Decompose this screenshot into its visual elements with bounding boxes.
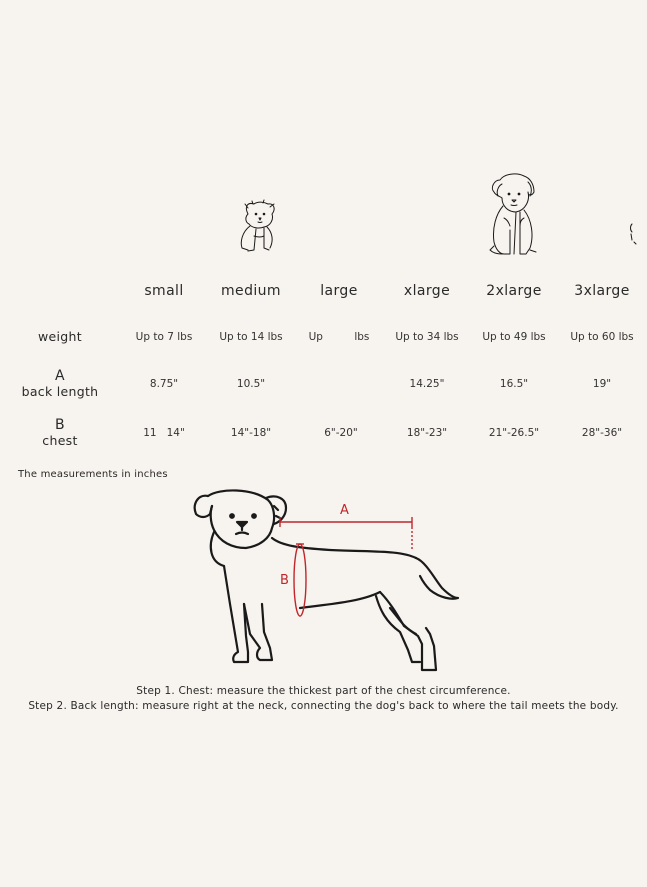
chest-cell: 11 14": [143, 427, 185, 439]
label-a: A: [340, 503, 349, 518]
back-length-cell: 16.5": [499, 378, 529, 390]
size-header-2xlarge: 2xlarge: [486, 283, 542, 299]
back-length-cell: 10.5": [236, 378, 266, 390]
label-b: B: [280, 573, 289, 588]
chest-cell: 14"-18": [230, 427, 272, 439]
row-label-chest: [42, 418, 77, 448]
step-2: Step 2. Back length: measure right at the neck, connecting the dog's back to where the tail meets the body.: [28, 700, 619, 712]
measurements-note: The measurements in inches: [18, 469, 168, 480]
size-header-xlarge: xlarge: [403, 283, 451, 299]
chest-letter: B: [55, 417, 65, 433]
back-length-cell: 19": [592, 378, 612, 390]
weight-cell: Up to 49 lbs: [482, 331, 546, 343]
row-label-weight: weight: [38, 329, 82, 344]
back-length-cell: 8.75": [149, 378, 179, 390]
size-header-3xlarge: 3xlarge: [574, 283, 630, 299]
weight-cell: Up to 34 lbs: [395, 331, 459, 343]
weight-cell: Up to 14 lbs: [219, 331, 283, 343]
weight-cell: Up to 60 lbs: [570, 331, 634, 343]
chest-label: chest: [42, 433, 78, 448]
size-header-small: small: [144, 283, 184, 299]
partial-dog-icon: [626, 220, 647, 250]
row-label-back-length: [22, 369, 99, 399]
step-1: Step 1. Chest: measure the thickest part of the chest circumference.: [136, 685, 511, 697]
back-length-cell: 14.25": [409, 378, 445, 390]
weight-cell: Up to 7 lbs: [135, 331, 193, 343]
size-header-medium: medium: [221, 283, 281, 299]
chest-cell: 18"-23": [406, 427, 448, 439]
chest-cell: 28"-36": [581, 427, 623, 439]
dog-diagram-icon: [190, 486, 470, 681]
small-dog-icon: [234, 200, 279, 255]
chest-cell: 21"-26.5": [488, 427, 540, 439]
size-header-large: large: [320, 283, 358, 299]
back-length-letter: A: [55, 368, 65, 384]
large-dog-icon: [486, 170, 541, 258]
weight-cell: Up lbs: [308, 331, 370, 343]
back-length-label: back length: [21, 384, 99, 399]
chest-cell: 6"-20": [324, 427, 358, 439]
